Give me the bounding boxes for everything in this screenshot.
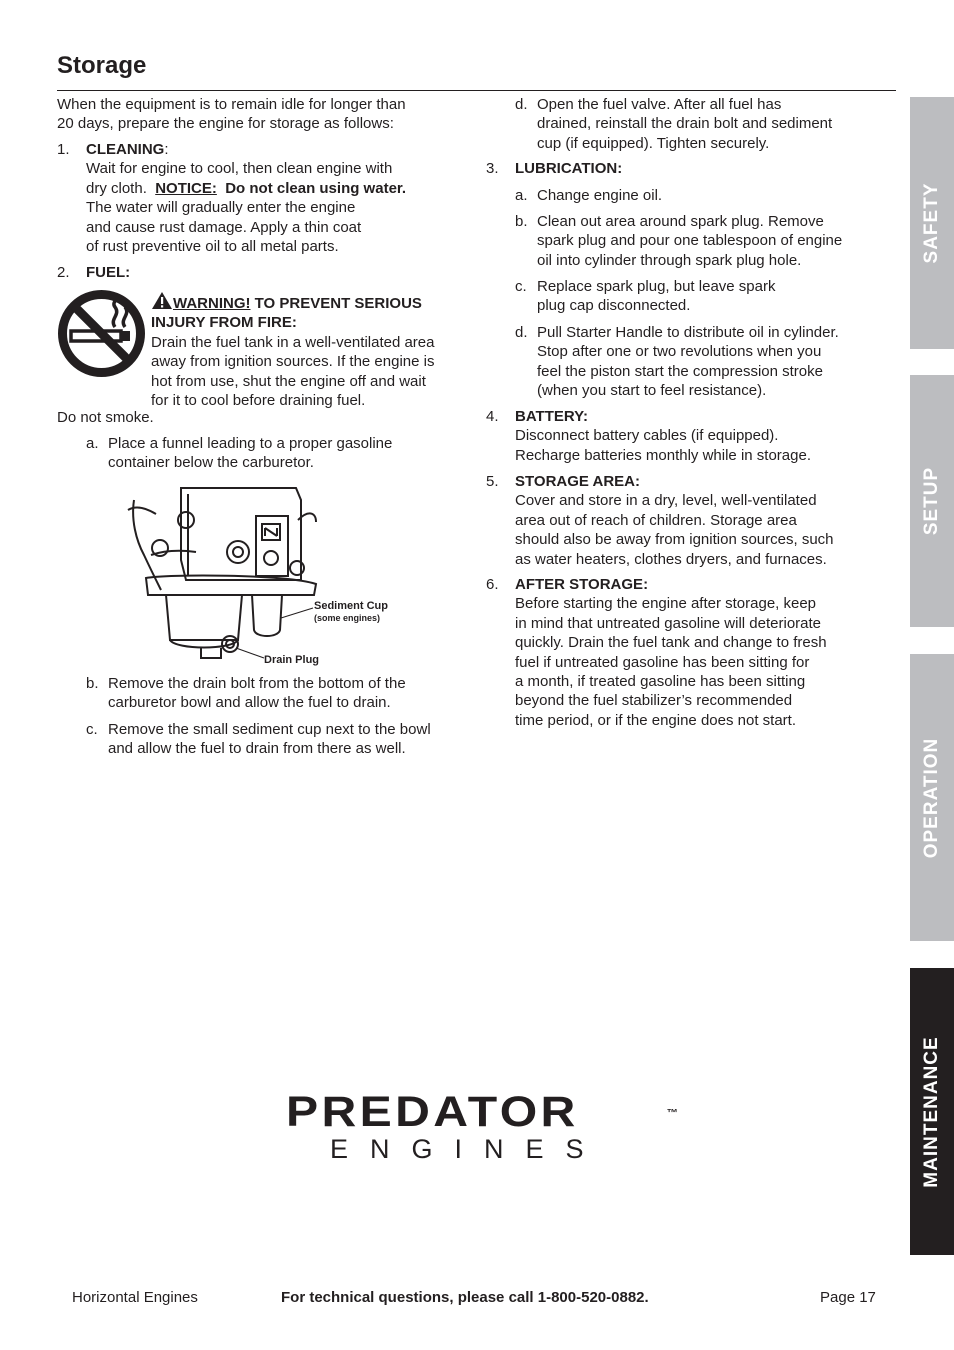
lubrication-heading: LUBRICATION:	[515, 160, 623, 177]
storage-area-section: STORAGE AREA: Cover and store in a dry, level, well-ventilated area out of reach of children. Storage area should also be away from ignition sources, such as water heaters, clothes dryers, and furnaces.	[515, 473, 834, 568]
lub-c-text: Replace spark plug, but leave spark plug cap disconnected.	[537, 278, 776, 315]
tab-operation[interactable]: OPERATION	[910, 654, 954, 941]
fuel-b-text: Remove the drain bolt from the bottom of the carburetor bowl and allow the fuel to drain.	[108, 675, 406, 712]
footer-center: For technical questions, please call 1-800-520-0882.	[281, 1289, 649, 1306]
fuel-b-letter: b.	[86, 675, 99, 692]
predator-logo: PREDATOR ™ ENGINES	[286, 1088, 678, 1164]
title-rule	[57, 90, 896, 91]
notice-label: NOTICE:	[155, 179, 217, 197]
lubrication-number: 3.	[486, 160, 499, 177]
footer-left: Horizontal Engines	[72, 1289, 198, 1306]
cleaning-section: CLEANING: Wait for engine to cool, then clean engine with dry cloth. NOTICE: Do not clean using water. The water will gradually enter the engine and cause rust damage. Apply a thin coat of rust preventive oil to all metal parts.	[86, 141, 407, 256]
battery-number: 4.	[486, 408, 499, 425]
warning-icon	[151, 291, 173, 310]
battery-section: BATTERY: Disconnect battery cables (if equipped). Recharge batteries monthly while in storage.	[515, 408, 811, 464]
fuel-warning: WARNING! TO PREVENT SERIOUS INJURY FROM FIRE: Drain the fuel tank in a well-ventilated area away from ignition sources. If the engine is hot from use, shut the engine off and wait for it to cool before draining fuel.	[151, 291, 471, 410]
tab-maintenance[interactable]: MAINTENANCE	[910, 968, 954, 1255]
storage-area-number: 5.	[486, 473, 499, 490]
lub-c-letter: c.	[515, 278, 527, 295]
drain-plug-label: Drain Plug	[264, 654, 320, 666]
intro-text: When the equipment is to remain idle for longer than 20 days, prepare the engine for storage as follows:	[57, 96, 406, 133]
fuel-d-letter: d.	[515, 96, 528, 113]
fuel-d-text: Open the fuel valve. After all fuel has drained, reinstall the drain bolt and sediment cup (if equipped). Tighten securely.	[537, 96, 833, 152]
after-storage-number: 6.	[486, 576, 499, 593]
fuel-c-letter: c.	[86, 721, 98, 738]
sediment-cup-label: Sediment Cup (some engines)	[314, 600, 388, 623]
lub-d-text: Pull Starter Handle to distribute oil in cylinder. Stop after one or two revolutions when you feel the piston start the compression stroke (when you start to feel resistance).	[537, 324, 839, 400]
lub-d-letter: d.	[515, 324, 528, 341]
no-smoke-text: Do not smoke.	[57, 409, 154, 426]
fuel-a-letter: a.	[86, 435, 99, 452]
lub-a-letter: a.	[515, 187, 528, 204]
carburetor-illustration	[126, 480, 426, 670]
fuel-c-text: Remove the small sediment cup next to the bowl and allow the fuel to drain from there as well.	[108, 721, 431, 758]
cleaning-number: 1.	[57, 141, 70, 158]
fuel-number: 2.	[57, 264, 70, 281]
lub-b-letter: b.	[515, 213, 528, 230]
tab-setup[interactable]: SETUP	[910, 375, 954, 627]
tab-safety[interactable]: SAFETY	[910, 97, 954, 349]
lub-b-text: Clean out area around spark plug. Remove spark plug and pour one tablespoon of engine oil into cylinder through spark plug hole.	[537, 213, 843, 269]
after-storage-section: AFTER STORAGE: Before starting the engine after storage, keep in mind that untreated gasoline will deteriorate quickly. Drain the fuel tank and change to fresh fuel if untreated gasoline has been sitting for a month, if treated gasoline has been sitting beyond the fuel stabilizer’s recommended time period, or if the engine does not start.	[515, 576, 827, 729]
fuel-a-text: Place a funnel leading to a proper gasoline container below the carburetor.	[108, 435, 393, 472]
page-number: Page 17	[820, 1289, 876, 1306]
lub-a-text: Change engine oil.	[537, 187, 663, 204]
page-title: Storage	[57, 52, 147, 79]
fuel-heading: FUEL:	[86, 264, 131, 281]
no-smoking-icon	[57, 289, 146, 378]
